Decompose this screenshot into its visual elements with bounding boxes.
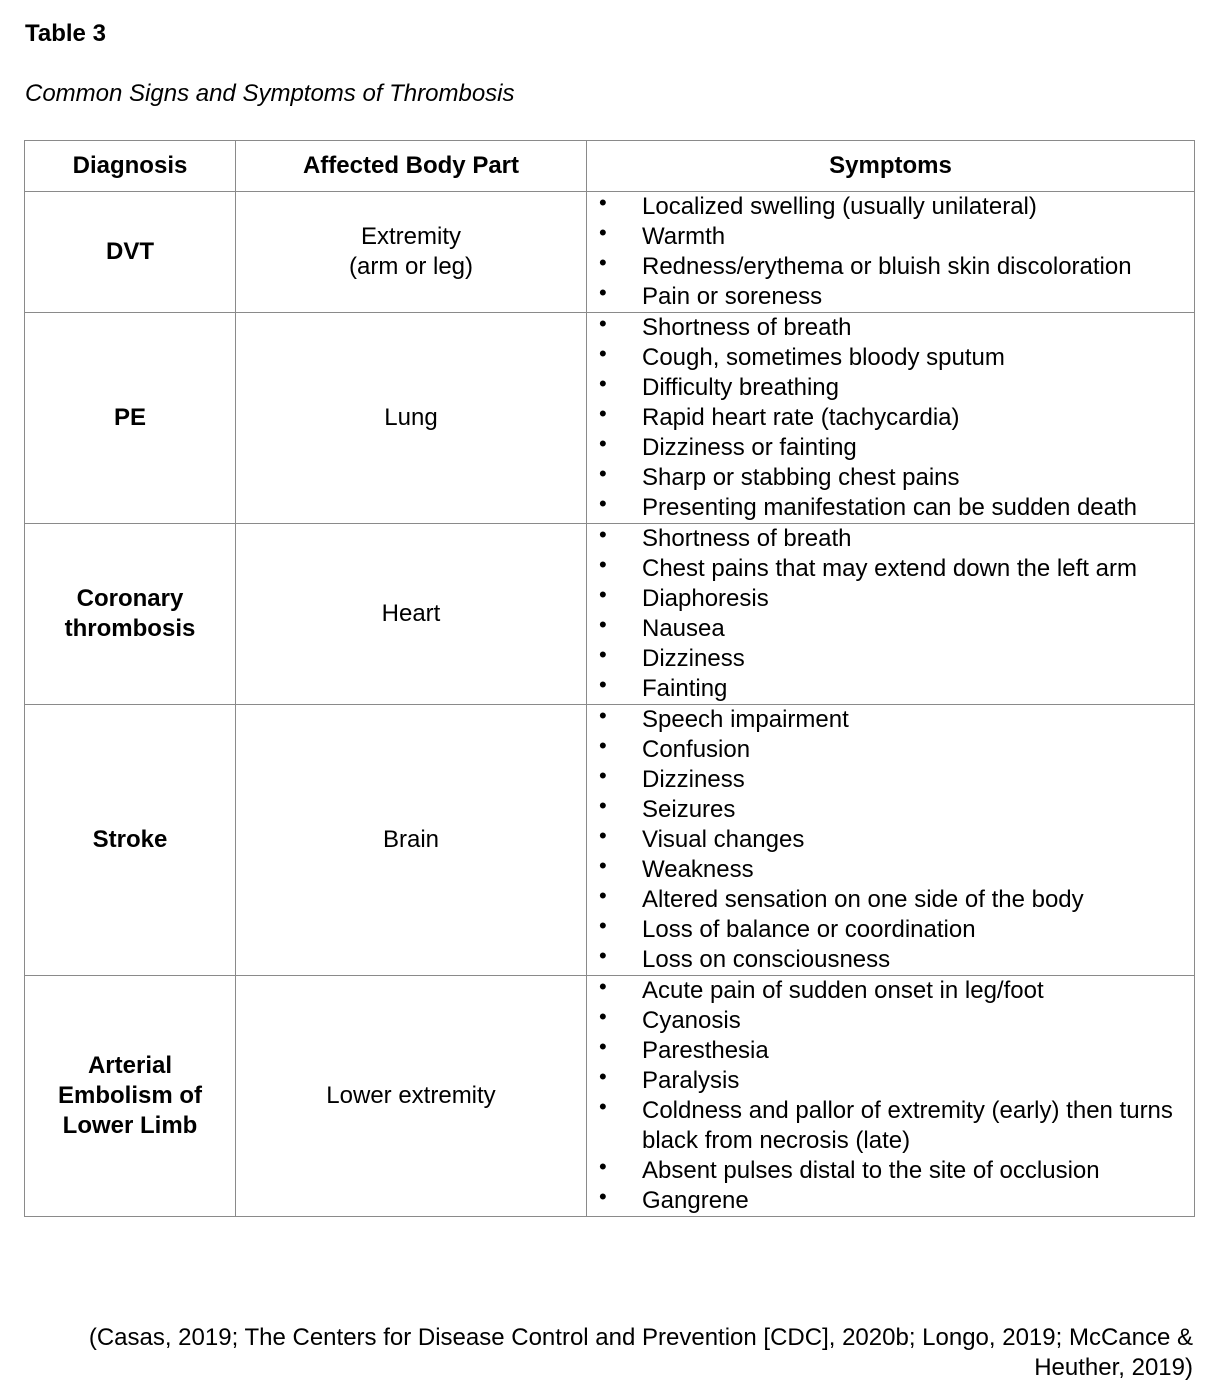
symptom-item: • Shortness of breath — [587, 313, 1194, 343]
symptom-item: • Localized swelling (usually unilateral) — [587, 192, 1194, 222]
symptom-item: • Acute pain of sudden onset in leg/foot — [587, 976, 1194, 1006]
symptom-item: • Shortness of breath — [587, 524, 1194, 554]
symptom-item: • Pain or soreness — [587, 282, 1194, 312]
table-row — [25, 705, 1195, 976]
table-row — [25, 313, 1195, 524]
symptom-item: • Dizziness — [587, 644, 1194, 674]
symptom-item: • Warmth — [587, 222, 1194, 252]
diagnosis-cell: Arterial Embolism of Lower Limb — [25, 976, 236, 1217]
header-row — [25, 141, 1195, 192]
table-row — [25, 524, 1195, 705]
symptom-item: • Fainting — [587, 674, 1194, 704]
symptom-item: • Rapid heart rate (tachycardia) — [587, 403, 1194, 433]
symptom-item: • Dizziness or fainting — [587, 433, 1194, 463]
body-part-cell: Lung — [236, 313, 587, 524]
table-row — [25, 976, 1195, 1217]
table-row — [25, 192, 1195, 313]
symptom-item: • Sharp or stabbing chest pains — [587, 463, 1194, 493]
symptoms-cell — [587, 705, 1195, 976]
symptom-item: • Paralysis — [587, 1066, 1194, 1096]
diagnosis-cell: DVT — [25, 192, 236, 313]
table-label: Table 3 — [25, 20, 106, 47]
symptom-item: • Difficulty breathing — [587, 373, 1194, 403]
symptom-item: • Altered sensation on one side of the body — [587, 885, 1194, 915]
symptom-item: • Redness/erythema or bluish skin discoloration — [587, 252, 1194, 282]
diagnosis-cell: PE — [25, 313, 236, 524]
symptom-item: • Gangrene — [587, 1186, 1194, 1216]
body-part-cell: Extremity (arm or leg) — [236, 192, 587, 313]
symptom-item: • Chest pains that may extend down the left arm — [587, 554, 1194, 584]
symptoms-cell — [587, 976, 1195, 1217]
header-diagnosis: Diagnosis — [25, 141, 236, 192]
symptoms-table — [24, 140, 1195, 1217]
symptom-item: • Paresthesia — [587, 1036, 1194, 1066]
table-title: Common Signs and Symptoms of Thrombosis — [25, 80, 515, 107]
symptom-item: • Cyanosis — [587, 1006, 1194, 1036]
symptom-item: • Loss on consciousness — [587, 945, 1194, 975]
header-body-part: Affected Body Part — [236, 141, 587, 192]
symptoms-cell — [587, 524, 1195, 705]
symptom-item: • Dizziness — [587, 765, 1194, 795]
symptom-item: • Absent pulses distal to the site of occlusion — [587, 1156, 1194, 1186]
symptom-item: • Weakness — [587, 855, 1194, 885]
symptoms-cell — [587, 192, 1195, 313]
body-part-cell: Brain — [236, 705, 587, 976]
diagnosis-cell: Stroke — [25, 705, 236, 976]
symptom-item: • Coldness and pallor of extremity (early) then turns black from necrosis (late) — [587, 1096, 1194, 1156]
symptom-item: • Confusion — [587, 735, 1194, 765]
symptoms-cell — [587, 313, 1195, 524]
citation: (Casas, 2019; The Centers for Disease Control and Prevention [CDC], 2020b; Longo, 2019; McCance & Heuther, 2019) — [88, 1324, 1193, 1381]
body-part-cell: Lower extremity — [236, 976, 587, 1217]
symptom-item: • Nausea — [587, 614, 1194, 644]
symptom-list — [587, 313, 1194, 523]
symptom-item: • Cough, sometimes bloody sputum — [587, 343, 1194, 373]
symptom-item: • Visual changes — [587, 825, 1194, 855]
symptom-item: • Diaphoresis — [587, 584, 1194, 614]
symptom-list — [587, 705, 1194, 975]
symptom-item: • Loss of balance or coordination — [587, 915, 1194, 945]
header-symptoms: Symptoms — [587, 141, 1195, 192]
symptom-list — [587, 192, 1194, 312]
symptom-item: • Seizures — [587, 795, 1194, 825]
symptom-item: • Presenting manifestation can be sudden death — [587, 493, 1194, 523]
diagnosis-cell: Coronary thrombosis — [25, 524, 236, 705]
body-part-cell: Heart — [236, 524, 587, 705]
symptom-item: • Speech impairment — [587, 705, 1194, 735]
symptom-list — [587, 976, 1194, 1216]
symptom-list — [587, 524, 1194, 704]
